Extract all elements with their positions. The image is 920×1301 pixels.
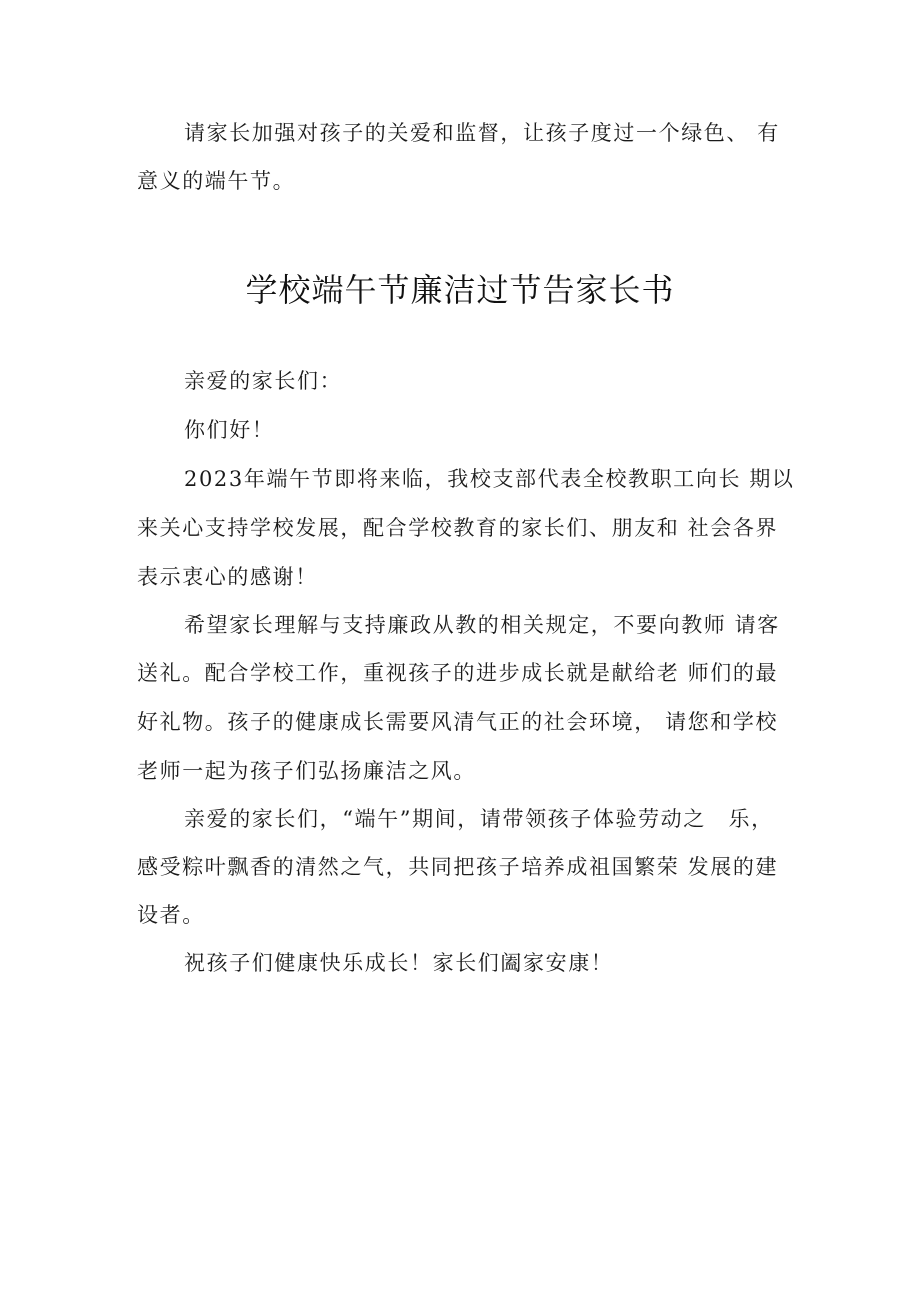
paragraph-2-line-2: 送礼。配合学校工作，重视孩子的进步成长就是献给老 师们的最 xyxy=(137,661,779,685)
paragraph-1-line-2: 来关心支持学校发展，配合学校教育的家长们、朋友和 社会各界 xyxy=(137,516,779,540)
salutation: 亲爱的家长们： xyxy=(184,369,343,393)
intro-line-1: 请家长加强对孩子的关爱和监督，让孩子度过一个绿色、 有 xyxy=(184,121,780,145)
paragraph-2-line-3: 好礼物。孩子的健康成长需要风清气正的社会环境， 请您和学校 xyxy=(137,710,779,734)
intro-line-2: 意义的端午节。 xyxy=(137,169,296,193)
greeting: 你们好！ xyxy=(184,418,275,442)
closing-wishes: 祝孩子们健康快乐成长！家长们阖家安康！ xyxy=(184,951,614,975)
paragraph-2-line-1: 希望家长理解与支持廉政从教的相关规定，不要向教师 请客 xyxy=(184,613,780,637)
letter-title: 学校端午节廉洁过节告家长书 xyxy=(245,271,675,309)
paragraph-3-line-3: 设者。 xyxy=(137,903,205,927)
paragraph-3-line-2: 感受粽叶飘香的清然之气，共同把孩子培养成祖国繁荣 发展的建 xyxy=(137,855,779,879)
paragraph-1-line-1: 2023年端午节即将来临，我校支部代表全校教职工向长 期以 xyxy=(184,467,795,491)
paragraph-3-line-1: 亲爱的家长们，“端午”期间，请带领孩子体验劳动之 乐， xyxy=(184,807,774,831)
paragraph-2-line-4: 老师一起为孩子们弘扬廉洁之风。 xyxy=(137,759,476,783)
paragraph-1-line-3: 表示衷心的感谢！ xyxy=(137,565,318,589)
